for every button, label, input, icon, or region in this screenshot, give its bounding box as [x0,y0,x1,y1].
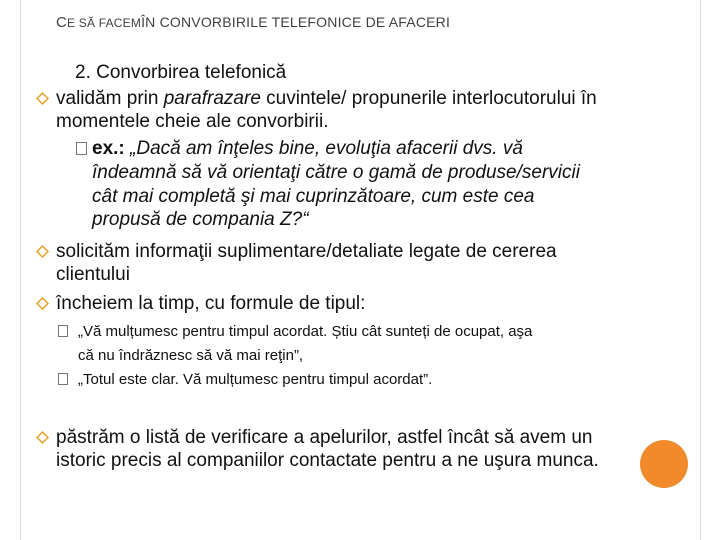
example-text-1: „Dacă am înţeles bine, evoluţia afacerii dvs. vă [124,138,523,159]
diamond-bullet-icon [36,297,49,310]
diamond-bullet-icon [36,245,49,258]
example-text-4: propusă de compania Z?“ [92,209,309,230]
slide-title [56,14,450,31]
example-line-2 [92,162,580,184]
right-frame-line [700,0,701,540]
title-rest: ÎN CONVORBIRILE TELEFONICE DE AFACERI [141,14,451,30]
diamond-bullet-icon [36,431,49,444]
bullet-4-line-1: păstrăm o listă de verificare a apelurilor, astfel încât să avem un [56,427,593,448]
section-heading: 2. Convorbirea telefonică [75,62,287,83]
example-line-4 [92,209,309,231]
quote-1-line-1: „Vă mulțumesc pentru timpul acordat. Știu cât sunteți de ocupat, aşa [78,323,533,340]
bullet-1-text-a: validăm prin [56,88,164,109]
bullet-1-line-2: momentele cheie ale convorbirii. [56,111,329,132]
quote-2-line-1: „Totul este clar. Vă mulțumesc pentru timpul acordat”. [78,371,433,388]
example-text-3: cât mai completă şi mai cuprinzătoare, cum este cea [92,186,535,207]
bullet-1-line-1 [56,88,597,110]
left-frame-line [20,0,21,540]
bullet-3-line-1: încheiem la timp, cu formule de tipul: [56,293,366,314]
title-part: E SĂ FACEM [67,16,142,30]
example-line-3 [92,186,534,208]
box-bullet-icon [76,142,87,155]
bullet-4-line-2: istoric precis al companiilor contactate pentru a ne uşura munca. [56,450,599,471]
example-line-1 [92,138,523,160]
example-text-2: îndeamnă să vă orientaţi către o gamă de produse/servicii [92,162,580,183]
title-initial: C [56,14,68,31]
bullet-2-line-1: solicităm informaţii suplimentare/detaliate legate de cererea [56,241,557,262]
orange-circle-decoration [640,440,688,488]
bullet-1-text-b: cuvintele/ propunerile interlocutorului în [260,88,597,109]
bullet-2-line-2: clientului [56,264,130,285]
quote-1-line-2: că nu îndrăznesc să vă mai reţin”, [78,347,304,364]
box-bullet-icon [58,325,68,337]
box-bullet-icon [58,373,68,385]
example-label: ex.: [92,138,125,159]
bullet-1-emphasis: parafrazare [163,88,261,109]
diamond-bullet-icon [36,92,49,105]
